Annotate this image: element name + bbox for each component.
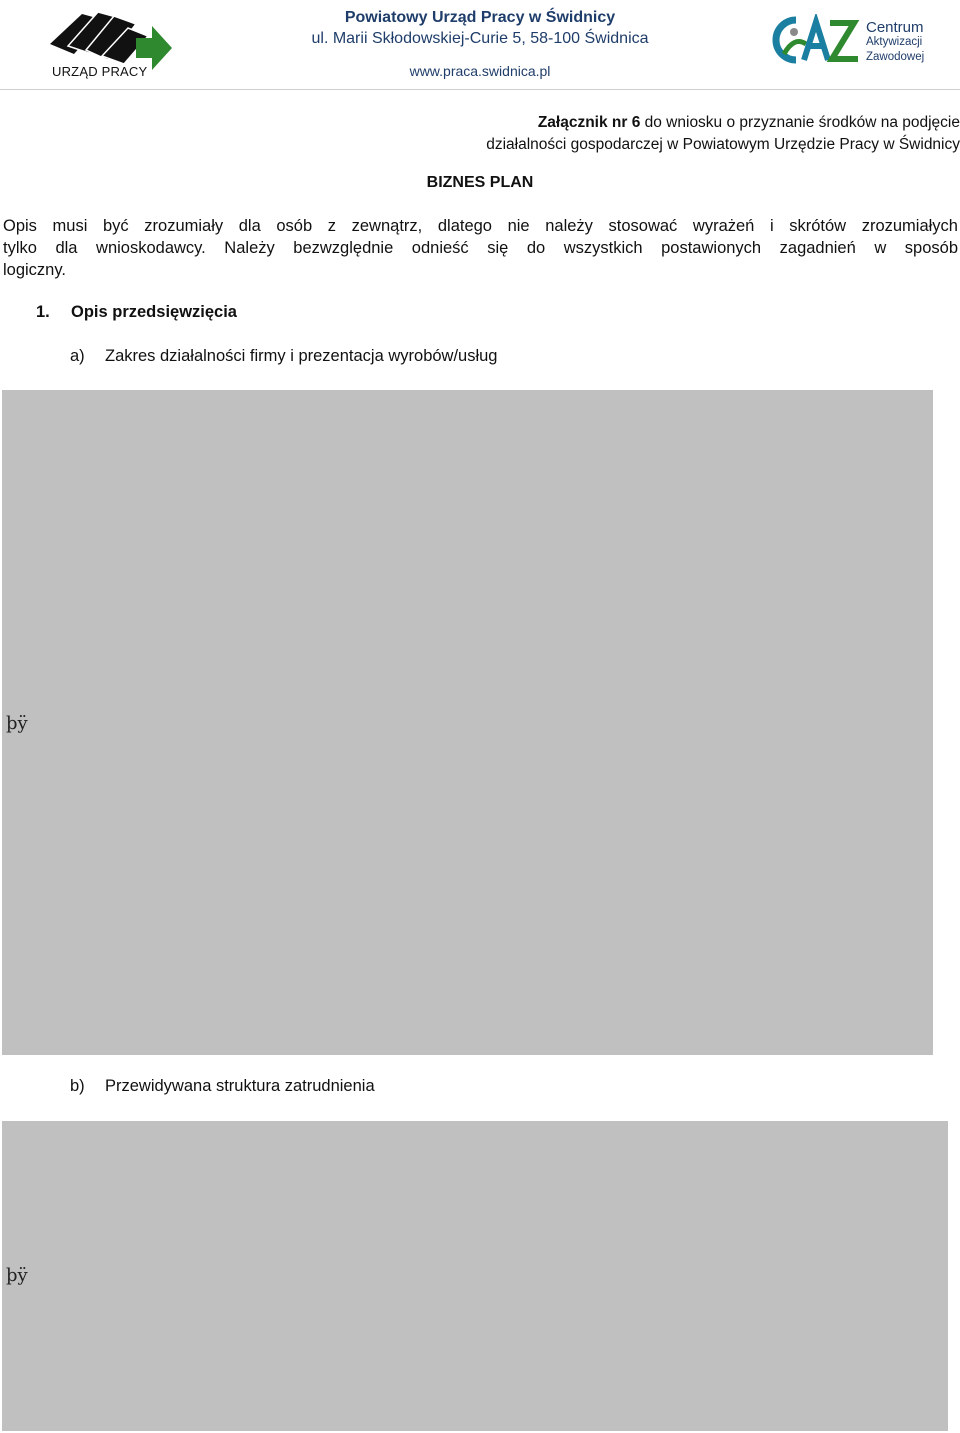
attachment-note: [486, 112, 960, 156]
caz-logo-line3: Zawodowej: [866, 51, 925, 63]
attachment-line-1-text: do wniosku o przyznanie środków na podjęcie: [640, 114, 960, 131]
intro-line-1: Opis musi być zrozumiały dla osób z zewnątrz, dlatego nie należy stosować wyrażeń i skrótów zrozumiałych: [3, 217, 958, 235]
pup-logo-caption: URZĄD PRACY: [52, 64, 148, 79]
caz-logo-line2: Aktywizacji: [866, 36, 923, 48]
caz-logo-line1: Centrum: [866, 19, 924, 36]
section-1-number: 1.: [36, 303, 50, 321]
business-scope-field-glyph: þÿ: [6, 713, 28, 734]
office-website-link[interactable]: www.praca.swidnica.pl: [409, 63, 551, 79]
intro-paragraph: [3, 215, 958, 281]
subsection-b-label: b): [70, 1077, 85, 1095]
document-title: BIZNES PLAN: [426, 174, 534, 191]
intro-line-2: tylko dla wnioskodawcy. Należy bezwzględnie odnieść się do wszystkich postawionych zagadnień w sposób: [3, 239, 958, 257]
employment-structure-field-glyph: þÿ: [6, 1265, 28, 1286]
subsection-a-text: Zakres działalności firmy i prezentacja wyrobów/usług: [105, 347, 498, 365]
office-address: ul. Marii Skłodowskiej-Curie 5, 58-100 Świdnica: [311, 30, 649, 47]
attachment-line-2: działalności gospodarczej w Powiatowym Urzędzie Pracy w Świdnicy: [486, 136, 960, 153]
subsection-b-heading: [70, 1077, 375, 1096]
office-name: Powiatowy Urząd Pracy w Świdnicy: [344, 9, 616, 26]
caz-logo-graphic: [770, 14, 860, 66]
intro-line-3: logiczny.: [3, 261, 66, 279]
section-1-title: Opis przedsięwzięcia: [71, 303, 237, 321]
caz-logo-text: [866, 20, 924, 65]
business-scope-textarea[interactable]: [2, 390, 933, 1055]
section-1-heading: [36, 303, 237, 322]
attachment-label: Załącznik nr 6: [537, 114, 641, 131]
office-header: [230, 8, 730, 79]
subsection-a-heading: [70, 347, 498, 366]
subsection-a-label: a): [70, 347, 85, 365]
attachment-line-1: [486, 112, 960, 134]
subsection-b-text: Przewidywana struktura zatrudnienia: [105, 1077, 375, 1095]
employment-structure-textarea[interactable]: [2, 1121, 948, 1431]
header-divider: [0, 89, 960, 90]
caz-logo: [770, 14, 840, 66]
